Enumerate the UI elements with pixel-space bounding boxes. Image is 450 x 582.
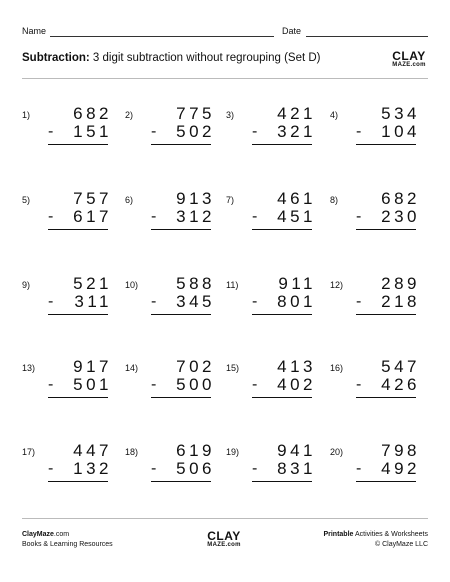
subtrahend: 451 <box>277 207 316 226</box>
problem-number: 12) <box>330 280 344 290</box>
subtrahend: 402 <box>277 375 316 394</box>
minus-sign: - <box>151 293 157 310</box>
minuend: 547 <box>381 357 420 376</box>
answer-line <box>252 144 312 145</box>
subtrahend: 617 <box>73 207 112 226</box>
subtrahend: 492 <box>381 459 420 478</box>
answer-line <box>48 229 108 230</box>
problem-number: 18) <box>125 447 139 457</box>
minus-sign: - <box>356 376 362 393</box>
minuend: 941 <box>277 441 316 460</box>
subtraction-problem <box>22 189 122 251</box>
problem-number: 2) <box>125 110 134 120</box>
subtrahend: 312 <box>176 207 215 226</box>
minuend: 682 <box>381 189 420 208</box>
minus-sign: - <box>151 123 157 140</box>
problem-number: 3) <box>226 110 235 120</box>
answer-line <box>151 397 211 398</box>
minuend: 461 <box>277 189 316 208</box>
answer-line <box>252 229 312 230</box>
minus-sign: - <box>48 293 54 310</box>
problem-number: 11) <box>226 280 239 290</box>
title-description: 3 digit subtraction without regrouping (Set D) <box>89 52 321 64</box>
problem-number: 16) <box>330 363 344 373</box>
minuend: 588 <box>176 274 215 293</box>
subtraction-problem <box>330 357 430 419</box>
answer-line <box>48 397 108 398</box>
minus-sign: - <box>252 293 258 310</box>
minuend: 534 <box>381 104 420 123</box>
problem-number: 14) <box>125 363 139 373</box>
minuend: 421 <box>277 104 316 123</box>
minus-sign: - <box>48 376 54 393</box>
claymaze-footer-logo-icon: CLAY MAZE.com <box>207 529 241 548</box>
minuend: 521 <box>73 274 112 293</box>
answer-line <box>356 481 416 482</box>
answer-line <box>151 314 211 315</box>
subtrahend: 230 <box>381 207 420 226</box>
subtrahend: 218 <box>381 292 420 311</box>
minuend: 702 <box>176 357 215 376</box>
minuend: 913 <box>176 189 215 208</box>
answer-line <box>356 144 416 145</box>
problem-number: 20) <box>330 447 344 457</box>
minus-sign: - <box>151 460 157 477</box>
subtrahend: 831 <box>277 459 316 478</box>
subtraction-problem <box>125 104 225 166</box>
answer-line <box>252 481 312 482</box>
problem-number: 8) <box>330 195 339 205</box>
subtraction-problem <box>22 274 122 336</box>
problem-number: 9) <box>22 280 31 290</box>
subtraction-problem <box>125 357 225 419</box>
footer-copyright: © ClayMaze LLC <box>374 541 428 548</box>
subtrahend: 345 <box>176 292 215 311</box>
minus-sign: - <box>48 123 54 140</box>
answer-line <box>252 314 312 315</box>
subtrahend: 506 <box>176 459 215 478</box>
subtrahend: 502 <box>176 122 215 141</box>
problem-number: 4) <box>330 110 339 120</box>
answer-line <box>48 481 108 482</box>
subtraction-problem <box>226 189 326 251</box>
answer-line <box>356 229 416 230</box>
minus-sign: - <box>356 123 362 140</box>
problem-number: 15) <box>226 363 240 373</box>
problem-number: 7) <box>226 195 235 205</box>
problem-number: 17) <box>22 447 36 457</box>
subtrahend: 426 <box>381 375 420 394</box>
subtraction-problem <box>226 357 326 419</box>
date-line <box>306 36 428 37</box>
answer-line <box>151 229 211 230</box>
footer-tagline: Books & Learning Resources <box>22 541 113 548</box>
claymaze-logo-icon: CLAY MAZE.com <box>392 49 426 68</box>
subtrahend: 104 <box>381 122 420 141</box>
footer-site-name: ClayMaze.com <box>22 531 70 538</box>
subtrahend: 500 <box>176 375 215 394</box>
subtraction-problem <box>330 104 430 166</box>
answer-line <box>356 397 416 398</box>
answer-line <box>356 314 416 315</box>
subtrahend: 801 <box>277 292 316 311</box>
footer-left <box>22 530 113 550</box>
problem-number: 10) <box>125 280 139 290</box>
subtraction-problem <box>22 357 122 419</box>
minus-sign: - <box>48 208 54 225</box>
bottom-divider <box>22 518 428 519</box>
minus-sign: - <box>151 208 157 225</box>
minuend: 619 <box>176 441 215 460</box>
minus-sign: - <box>252 123 258 140</box>
minus-sign: - <box>356 460 362 477</box>
minus-sign: - <box>151 376 157 393</box>
footer-printable: Printable Activities & Worksheets <box>323 531 428 538</box>
subtrahend: 501 <box>73 375 112 394</box>
subtraction-problem <box>22 104 122 166</box>
problem-number: 5) <box>22 195 31 205</box>
minus-sign: - <box>356 208 362 225</box>
minuend: 289 <box>381 274 420 293</box>
minus-sign: - <box>252 376 258 393</box>
minuend: 775 <box>176 104 215 123</box>
problem-number: 19) <box>226 447 240 457</box>
subtraction-problem <box>330 189 430 251</box>
minuend: 798 <box>381 441 420 460</box>
subtrahend: 151 <box>73 122 112 141</box>
subtraction-problem <box>226 441 326 503</box>
worksheet-title <box>22 52 352 68</box>
problem-number: 1) <box>22 110 31 120</box>
name-line <box>50 36 274 37</box>
subtrahend: 321 <box>277 122 316 141</box>
minus-sign: - <box>252 460 258 477</box>
problem-number: 6) <box>125 195 134 205</box>
subtraction-problem <box>22 441 122 503</box>
subtraction-problem <box>226 274 326 336</box>
subtraction-problem <box>226 104 326 166</box>
subtrahend: 311 <box>74 292 112 311</box>
subtraction-problem <box>330 274 430 336</box>
date-label: Date <box>282 26 302 36</box>
minus-sign: - <box>252 208 258 225</box>
minus-sign: - <box>356 293 362 310</box>
minuend: 682 <box>73 104 112 123</box>
minuend: 917 <box>73 357 112 376</box>
answer-line <box>151 481 211 482</box>
title-topic: Subtraction: <box>22 52 90 64</box>
subtraction-problem <box>125 274 225 336</box>
minuend: 911 <box>278 274 316 293</box>
subtraction-problem <box>330 441 430 503</box>
answer-line <box>48 144 108 145</box>
answer-line <box>48 314 108 315</box>
minus-sign: - <box>48 460 54 477</box>
top-divider <box>22 78 428 79</box>
answer-line <box>151 144 211 145</box>
minuend: 447 <box>73 441 112 460</box>
answer-line <box>252 397 312 398</box>
footer-right <box>323 530 428 550</box>
name-label: Name <box>22 26 47 36</box>
minuend: 757 <box>73 189 112 208</box>
problem-number: 13) <box>22 363 36 373</box>
subtraction-problem <box>125 441 225 503</box>
header-row <box>22 26 428 40</box>
subtraction-problem <box>125 189 225 251</box>
minuend: 413 <box>277 357 316 376</box>
subtrahend: 132 <box>73 459 112 478</box>
